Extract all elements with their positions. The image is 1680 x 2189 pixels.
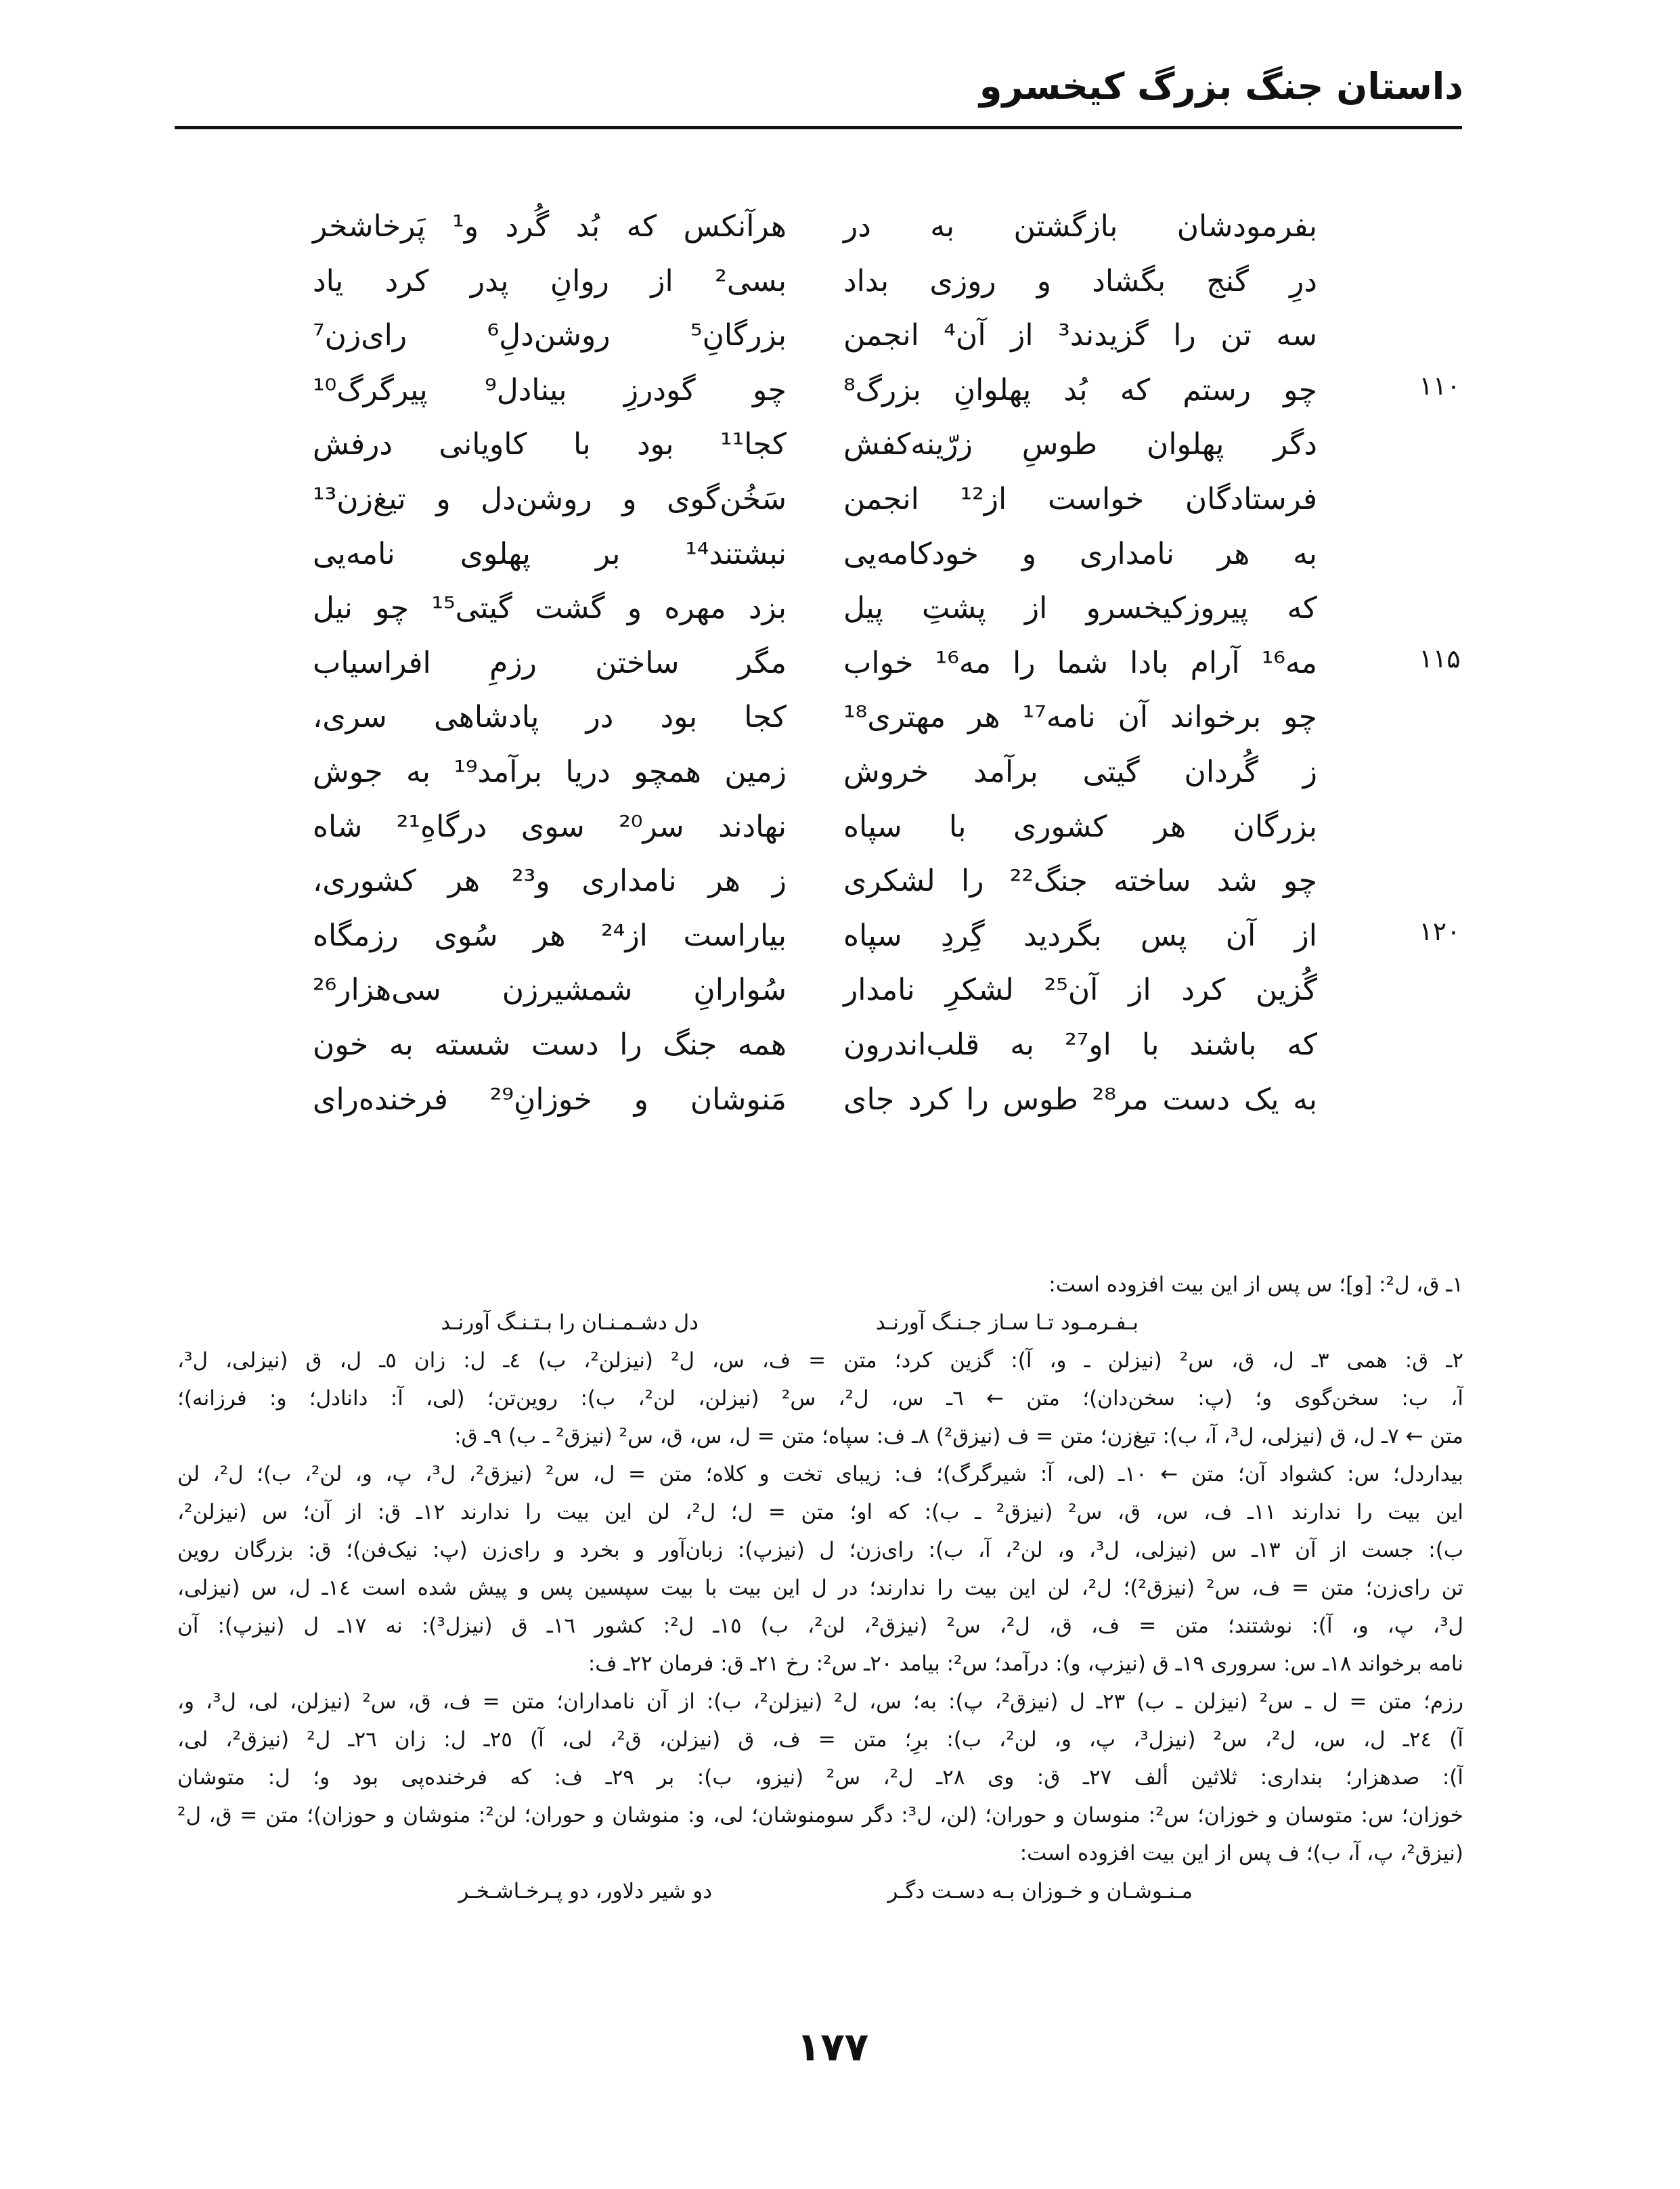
first-hemistich: گُزین کرد از آن²⁵ لشکرِ نامدار [843,973,1317,1008]
first-hemistich: از آن پس بگردید گِردِ سپاه [843,918,1317,953]
footnote-line: آ): صدهزار؛ بنداری: ثلاثین ألف ٢٧ـ ق: وی ٢٨ـ ل²، س² (نیزو، ب): بر ٢٩ـ ف: که فرخنده‌پی بود و؛ ل: متوشان [177,1765,1463,1790]
footnote-line: نامه برخواند ١٨ـ س: سروری ١٩ـ ق (نیزپ، و): درآمد؛ س²: بیامد ٢٠ـ س²: رخ ٢١ـ ق: فرمان ٢٢ـ ف: [588,1652,1463,1676]
footnote-line: این بیت را ندارند ١١ـ ف، س، ق، س² (نیزق² ـ ب): که او؛ متن = ل؛ ل²، لن این بیت را ندارند ١٢ـ ق: از آن؛ س (نیزلن²، [177,1500,1463,1524]
verse-row [0,421,1680,476]
second-hemistich: بیاراست از²⁴ هر سُوی رزمگاه [313,918,787,953]
footnote-couplet [177,1872,1463,1910]
second-hemistich: بزد مهره و گشت گیتی¹⁵ چو نیل [313,591,787,626]
running-header-title: داستان جنگ بزرگ کیخسرو [979,65,1463,108]
couplet-first-hemistich: مـنـوشـان و خـوزان بـه دسـت دگـر [887,1879,1193,1903]
verse-row [0,476,1680,531]
couplet-second-hemistich: دو شیر دلاور، دو پـرخـاشـخـر [458,1879,712,1903]
verse-row [0,640,1680,694]
first-hemistich: به یک دست مر²⁸ طوس را کرد جای [843,1082,1317,1117]
first-hemistich: ز گُردان گیتی برآمد خروش [843,754,1317,789]
first-hemistich: دگر پهلوان طوسِ زرّینه‌کفش [843,427,1317,462]
page-number: ۱۷۷ [796,2024,869,2070]
second-hemistich: ز هر نامداری و²³ هر کشوری، [313,864,787,899]
couplet-second-hemistich: دل دشـمـنـان را بـتـنـگ آورنـد [441,1310,699,1335]
couplet-first-hemistich: بـفـرمـود تـا سـاز جـنـگ آورنـد [875,1310,1139,1335]
verse-row [0,1076,1680,1131]
footnote-line: ب): جست از آن ١٣ـ س (نیزلی، ل³، و، لن²، آ، ب): رای‌زن؛ ل (نیزپ): زبان‌آور و بخرد و رای‌زن (پ: نیک‌فن)؛ ق: بزرگان روین [177,1538,1463,1562]
footnote-line: ل³، پ، و، آ): نوشتند؛ متن = ف، ق، ل²، س² (نیزق²، لن²، ب) ١٥ـ ل²: کشور ١٦ـ ق (نیزل³): نه ١٧ـ ل (نیزپ): آن [177,1614,1463,1638]
verse-row [0,1021,1680,1076]
verse-number: ۱۱۰ [1419,370,1461,401]
footnote-line: آ، ب: سخن‌گوی و؛ (پ: سخن‌دان)؛ متن ← ٦ـ س، ل²، س² (نیزلن، لن²، ب): روین‌تن؛ (لی، آ: دانادل؛ و: فرزانه)؛ [177,1386,1463,1411]
footnote-line: ۲ـ ق: همی ۳ـ ل، ق، س² (نیزلن ـ و، آ): گزین کرد؛ متن = ف، س، ل² (نیزلن²، ب) ٤ـ ل: زان ٥ـ ل، ق (نیزلی، ل³، [177,1348,1463,1373]
verse-row [0,367,1680,422]
first-hemistich: سه تن را گزیدند³ از آن⁴ انجمن [843,318,1317,353]
verse-row [0,694,1680,749]
first-hemistich: به هر نامداری و خودکامه‌یی [843,536,1317,571]
verse-number: ۱۲۰ [1419,916,1461,946]
second-hemistich: هرآنکس که بُد گُرد و¹ پَرخاشخر [313,209,787,244]
verse-row [0,858,1680,912]
verse-row [0,912,1680,967]
first-hemistich: چو شد ساخته جنگ²² را لشکری [843,864,1317,899]
footnote-line: بیداردل؛ س: کشواد آن؛ متن ← ١٠ـ (لی، آ: شیرگرگ)؛ ف: زیبای تخت و کلاه؛ متن = ل، س² (نیزق²، ل³، پ، و، لن²، ب)؛ ل²، لن [177,1462,1463,1486]
first-hemistich: چو رستم که بُد پهلوانِ بزرگ⁸ [843,372,1317,407]
verse-row [0,585,1680,640]
verse-row [0,967,1680,1021]
footnotes [177,1266,1463,1910]
second-hemistich: سُوارانِ شمشیرزن سی‌هزار²⁶ [313,973,787,1008]
second-hemistich: سَخُن‌گوی و روشن‌دل و تیغ‌زن¹³ [313,481,787,516]
second-hemistich: نهادند سر²⁰ سوی درگاهِ²¹ شاه [313,809,787,844]
verse-number: ۱۱۵ [1419,643,1461,673]
first-hemistich: بزرگان هر کشوری با سپاه [843,809,1317,844]
footnote-line: رزم؛ متن = ل ـ س² (نیزلن ـ ب) ٢٣ـ ل (نیزق²، پ): به؛ س، ل² (نیزلن²، ب): از آن نامداران؛ متن = ف، ق، س² (نیزلن، لی، ل³، و، [177,1689,1463,1714]
verse-row [0,531,1680,585]
second-hemistich: نبشتند¹⁴ بر پهلوی نامه‌یی [313,536,787,571]
footnote-line: (نیزق²، پ، آ، ب)؛ ف پس از این بیت افزوده است: [1019,1841,1463,1865]
verse-row [0,312,1680,367]
footnote-line: متن ← ٧ـ ل، ق (نیزلی، ل³، آ، ب): تیغ‌زن؛ متن = ف (نیزق²) ٨ـ ف: سپاه؛ متن = ل، س، ق، س² (نیزق² ـ ب) ٩ـ ق: [454,1424,1463,1449]
footnote-line: خوزان؛ س: متوسان و خوزان؛ س²: منوسان و حوران؛ (لن، ل³: دگر سومنوشان؛ لی، و: منوشان و حوران؛ لن²: منوشان و حوزان)؛ متن = ق، ل² [177,1803,1463,1828]
first-hemistich: چو برخواند آن نامه¹⁷ هر مهتری¹⁸ [843,700,1317,735]
first-hemistich: درِ گنج بگشاد و روزی بداد [843,263,1317,298]
first-hemistich: فرستادگان خواست از¹² انجمن [843,481,1317,516]
first-hemistich: بفرمودشان بازگشتن به در [843,209,1317,244]
second-hemistich: مَنوشان و خوزانِ²⁹ فرخنده‌رای [313,1082,787,1117]
verse-row [0,749,1680,803]
second-hemistich: زمین همچو دریا برآمد¹⁹ به جوش [313,754,787,789]
first-hemistich: که باشند با او²⁷ به قلب‌اندرون [843,1027,1317,1062]
second-hemistich: کجا¹¹ بود با کاویانی درفش [313,427,787,462]
second-hemistich: کجا بود در پادشاهی سری، [313,700,787,735]
first-hemistich: مه¹⁶ آرام بادا شما را مه¹⁶ خواب [843,645,1318,680]
footnote-line: تن رای‌زن؛ متن = ف، س² (نیزق²)؛ ل²، لن این بیت را ندارند؛ در ل این بیت با بیت سپسین پس و پیش شده است ١٤ـ ل، س (نیزلی، [177,1576,1463,1600]
footnote-couplet [177,1304,1463,1342]
footnote-line: آ) ٢٤ـ ل، س، ل²، س² (نیزل³، پ، و، لن²، ب): برِ؛ متن = ف، ق (نیزلن، ق²، لی، آ) ٢٥ـ ل: زان ٢٦ـ ل² (نیزق²، لی، [177,1727,1463,1752]
verse-row [0,803,1680,858]
footnote-line: ۱ـ ق، ل²: [و]؛ س پس از این بیت افزوده است: [1048,1273,1463,1297]
poem-verses [0,203,1680,1130]
second-hemistich: بسی² از روانِ پدر کرد یاد [313,263,787,298]
header-divider [175,126,1462,129]
second-hemistich: همه جنگ را دست شسته به خون [313,1027,787,1062]
second-hemistich: مگر ساختن رزمِ افراسیاب [313,645,787,680]
verse-row [0,258,1680,313]
second-hemistich: چو گودرزِ بینادل⁹ پیرگرگ¹⁰ [313,372,787,407]
first-hemistich: که پیروزکیخسرو از پشتِ پیل [843,591,1317,626]
verse-row [0,203,1680,258]
second-hemistich: بزرگانِ⁵ روشن‌دلِ⁶ رای‌زن⁷ [313,318,787,353]
